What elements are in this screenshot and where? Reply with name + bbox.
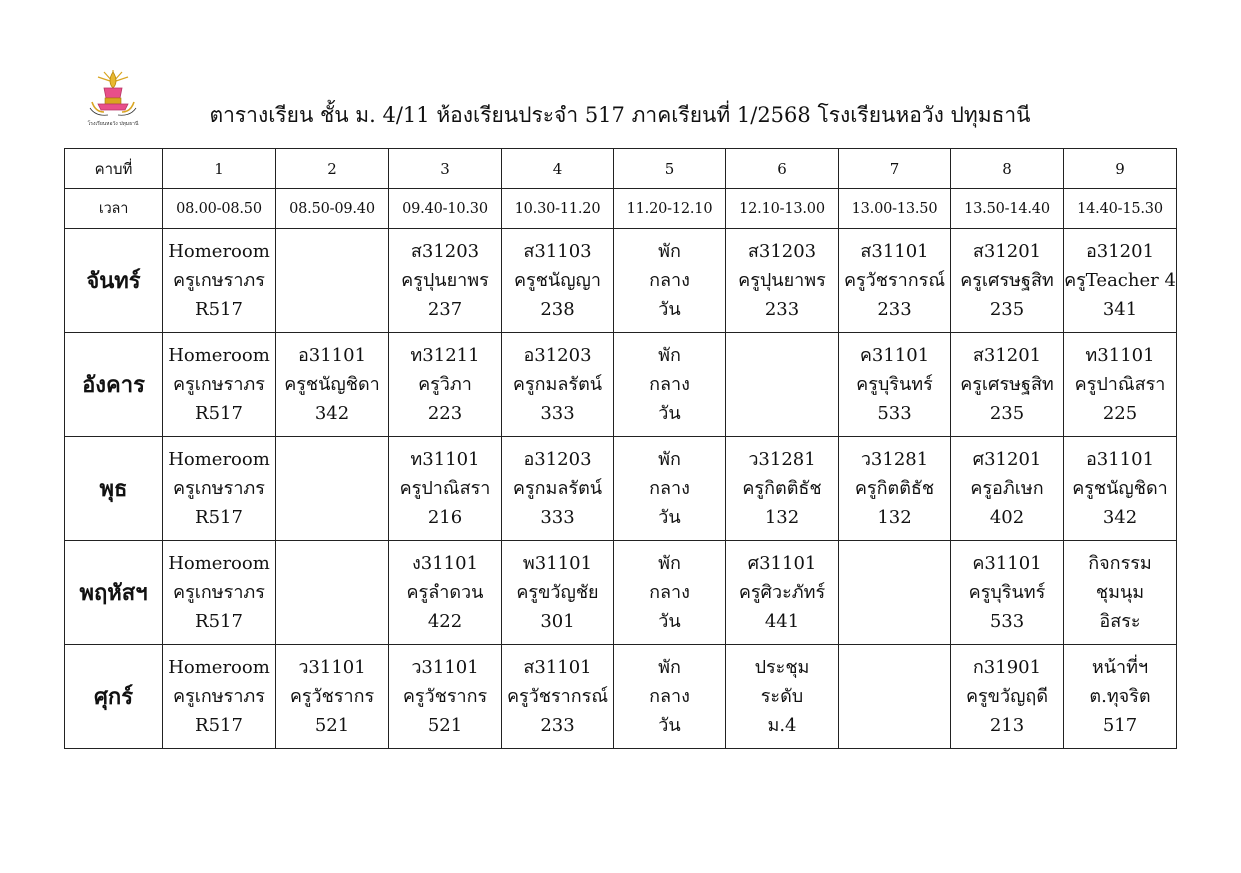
day-label: พฤหัสฯ: [65, 541, 163, 645]
period-time: 12.10-13.00: [726, 189, 839, 229]
schedule-cell: [502, 229, 614, 333]
schedule-cell: [839, 229, 951, 333]
period-number: 2: [276, 149, 389, 189]
period-time: 13.00-13.50: [839, 189, 951, 229]
room-number: R517: [195, 611, 243, 632]
subject-code: ก31901: [972, 657, 1042, 678]
teacher-name: ครูอภิเษก: [970, 478, 1044, 499]
room-number: วัน: [658, 507, 681, 528]
subject-code: ท31101: [1085, 345, 1155, 366]
teacher-name: กลาง: [649, 582, 690, 603]
schedule-cell: [726, 229, 839, 333]
subject-code: กิจกรรม: [1088, 553, 1152, 574]
subject-code: พัก: [658, 449, 681, 470]
subject-code: ส31201: [972, 241, 1042, 262]
subject-code: ท31101: [410, 449, 480, 470]
subject-code: ค31101: [972, 553, 1042, 574]
subject-code: พัก: [658, 345, 681, 366]
day-row: [65, 229, 1177, 333]
teacher-name: ครูวัชรากรณ์: [843, 270, 946, 291]
schedule-cell: [1064, 229, 1177, 333]
room-number: 132: [764, 507, 800, 528]
time-label: เวลา: [65, 189, 163, 229]
subject-code: ว31281: [748, 449, 816, 470]
day-row: [65, 541, 1177, 645]
teacher-name: กลาง: [649, 478, 690, 499]
room-number: 213: [989, 715, 1025, 736]
room-number: R517: [195, 715, 243, 736]
period-time: 08.00-08.50: [163, 189, 276, 229]
room-number: 517: [1102, 715, 1138, 736]
day-label: อังคาร: [65, 333, 163, 437]
room-number: 341: [1102, 299, 1138, 320]
day-label: ศุกร์: [65, 645, 163, 749]
room-number: 235: [989, 299, 1025, 320]
schedule-cell: [726, 437, 839, 541]
room-number: 235: [989, 403, 1025, 424]
schedule-cell: [839, 437, 951, 541]
room-number: 132: [877, 507, 912, 528]
schedule-cell: [163, 229, 276, 333]
period-number: 9: [1064, 149, 1177, 189]
schedule-cell: [276, 645, 389, 749]
schedule-cell: [614, 541, 726, 645]
period-number: 7: [839, 149, 951, 189]
subject-code: ส31101: [860, 241, 929, 262]
teacher-name: กลาง: [649, 686, 690, 707]
room-number: 342: [1102, 507, 1138, 528]
time-header-row: [65, 189, 1177, 229]
period-number: 1: [163, 149, 276, 189]
subject-code: อ31203: [523, 345, 592, 366]
teacher-name: ครูปาณิสรา: [1074, 374, 1166, 395]
room-number: 223: [427, 403, 463, 424]
teacher-name: ครูปาณิสรา: [399, 478, 491, 499]
day-row: [65, 437, 1177, 541]
subject-code: ส31201: [972, 345, 1042, 366]
teacher-name: ครูขวัญชัย: [516, 582, 599, 603]
schedule-cell: [951, 437, 1064, 541]
schedule-cell: [839, 645, 951, 749]
teacher-name: ครูเศรษฐสิท: [960, 270, 1054, 291]
teacher-name: ครูเกษราภร: [173, 686, 265, 707]
day-row: [65, 333, 1177, 437]
teacher-name: ครูกมลรัตน์: [512, 478, 603, 499]
page-title: ตารางเรียน ชั้น ม. 4/11 ห้องเรียนประจำ 517 ภาคเรียนที่ 1/2568 โรงเรียนหอวัง ปทุมธานี: [209, 103, 1031, 127]
teacher-name: ครูชนัญญา: [513, 270, 601, 291]
period-number: 8: [951, 149, 1064, 189]
subject-code: ศ31201: [972, 449, 1042, 470]
room-number: 225: [1102, 403, 1138, 424]
schedule-cell: [614, 645, 726, 749]
subject-code: พัก: [658, 657, 681, 678]
teacher-name: ครูเกษราภร: [173, 270, 265, 291]
room-number: 333: [540, 403, 575, 424]
schedule-cell: [276, 333, 389, 437]
subject-code: ส31101: [523, 657, 592, 678]
subject-code: ส31203: [410, 241, 480, 262]
teacher-name: ครูวัชรากรณ์: [506, 686, 609, 707]
period-time: 09.40-10.30: [389, 189, 502, 229]
period-time: 13.50-14.40: [951, 189, 1064, 229]
subject-code: ท31211: [410, 345, 480, 366]
subject-code: อ31101: [297, 345, 367, 366]
teacher-name: ครูเกษราภร: [173, 374, 265, 395]
period-number: 5: [614, 149, 726, 189]
schedule-cell: [163, 333, 276, 437]
room-number: 402: [989, 507, 1025, 528]
room-number: วัน: [658, 299, 681, 320]
subject-code: ว31101: [411, 657, 479, 678]
teacher-name: ครูลำดวน: [406, 582, 484, 603]
period-time: 10.30-11.20: [502, 189, 614, 229]
schedule-cell: [1064, 437, 1177, 541]
period-number: 3: [389, 149, 502, 189]
subject-code: ศ31101: [747, 553, 817, 574]
teacher-name: กลาง: [649, 270, 690, 291]
schedule-cell: [276, 541, 389, 645]
schedule-cell: [389, 229, 502, 333]
teacher-name: ครูปุนยาพร: [401, 270, 489, 291]
room-number: R517: [195, 507, 243, 528]
teacher-name: กลาง: [649, 374, 690, 395]
schedule-cell: [614, 437, 726, 541]
room-number: วัน: [658, 611, 681, 632]
period-header-row: [65, 149, 1177, 189]
subject-code: พัก: [658, 553, 681, 574]
subject-code: พ31101: [522, 553, 593, 574]
subject-code: Homeroom: [168, 449, 270, 470]
school-emblem-icon: [80, 68, 146, 124]
subject-code: Homeroom: [168, 345, 270, 366]
teacher-name: ครูศิวะภัทร์: [738, 582, 826, 603]
schedule-cell: [1064, 333, 1177, 437]
room-number: 521: [314, 715, 350, 736]
schedule-cell: [389, 541, 502, 645]
subject-code: ประชุม: [754, 657, 810, 678]
teacher-name: ครูเกษราภร: [173, 582, 265, 603]
day-label: จันทร์: [65, 229, 163, 333]
schedule-cell: [1064, 645, 1177, 749]
teacher-name: ระดับ: [760, 686, 804, 707]
room-number: 441: [764, 611, 800, 632]
schedule-cell: [951, 333, 1064, 437]
room-number: 233: [764, 299, 800, 320]
teacher-name: ครูกมลรัตน์: [512, 374, 603, 395]
room-number: 233: [877, 299, 912, 320]
teacher-name: ครูบุรินทร์: [856, 374, 933, 395]
day-row: [65, 645, 1177, 749]
subject-code: อ31203: [523, 449, 592, 470]
schedule-cell: [502, 437, 614, 541]
teacher-name: ชุมนุม: [1095, 582, 1145, 603]
schedule-cell: [389, 333, 502, 437]
teacher-name: ครูชนัญชิดา: [1072, 478, 1168, 499]
room-number: 301: [540, 611, 575, 632]
period-number: 6: [726, 149, 839, 189]
subject-code: ส31103: [523, 241, 592, 262]
subject-code: ค31101: [859, 345, 930, 366]
schedule-cell: [839, 333, 951, 437]
room-number: 342: [314, 403, 350, 424]
teacher-name: ครูวัชรากร: [289, 686, 375, 707]
subject-code: หน้าที่ฯ: [1091, 657, 1149, 678]
room-number: 237: [427, 299, 463, 320]
schedule-cell: [614, 333, 726, 437]
subject-code: Homeroom: [168, 553, 270, 574]
schedule-cell: [502, 333, 614, 437]
room-number: 238: [540, 299, 575, 320]
room-number: 533: [877, 403, 912, 424]
schedule-cell: [951, 645, 1064, 749]
schedule-cell: [839, 541, 951, 645]
teacher-name: ครูวัชรากร: [402, 686, 488, 707]
room-number: อิสระ: [1099, 611, 1141, 632]
teacher-name: ต.ทุจริต: [1089, 686, 1151, 707]
teacher-name: ครูปุนยาพร: [738, 270, 826, 291]
subject-code: อ31101: [1085, 449, 1155, 470]
schedule-cell: [389, 437, 502, 541]
teacher-name: ครูชนัญชิดา: [284, 374, 380, 395]
schedule-cell: [389, 645, 502, 749]
room-number: 233: [540, 715, 575, 736]
teacher-name: ครูTeacher 4: [1064, 270, 1176, 291]
schedule-cell: [163, 645, 276, 749]
schedule-cell: [726, 333, 839, 437]
subject-code: พัก: [658, 241, 681, 262]
room-number: R517: [195, 403, 243, 424]
teacher-name: ครูวิภา: [418, 374, 472, 395]
room-number: ม.4: [767, 715, 797, 736]
schedule-cell: [1064, 541, 1177, 645]
subject-code: ว31101: [298, 657, 366, 678]
room-number: 521: [427, 715, 463, 736]
day-label: พุธ: [65, 437, 163, 541]
schedule-cell: [163, 541, 276, 645]
schedule-cell: [276, 229, 389, 333]
teacher-name: ครูขวัญฤดี: [965, 686, 1049, 707]
timetable: [64, 148, 1177, 749]
room-number: 333: [540, 507, 575, 528]
subject-code: อ31201: [1085, 241, 1155, 262]
subject-code: ง31101: [411, 553, 479, 574]
room-number: 422: [427, 611, 463, 632]
teacher-name: ครูบุรินทร์: [968, 582, 1046, 603]
room-number: R517: [195, 299, 243, 320]
teacher-name: ครูเกษราภร: [173, 478, 265, 499]
room-number: 216: [427, 507, 463, 528]
schedule-cell: [502, 645, 614, 749]
schedule-cell: [726, 645, 839, 749]
schedule-cell: [163, 437, 276, 541]
room-number: วัน: [658, 715, 681, 736]
room-number: 533: [989, 611, 1025, 632]
subject-code: Homeroom: [168, 657, 270, 678]
school-logo: [80, 68, 146, 128]
schedule-cell: [726, 541, 839, 645]
schedule-cell: [951, 229, 1064, 333]
period-number: 4: [502, 149, 614, 189]
subject-code: ส31203: [747, 241, 817, 262]
schedule-cell: [951, 541, 1064, 645]
logo-text: โรงเรียนหอวัง ปทุมธานี: [87, 121, 139, 127]
period-time: 08.50-09.40: [276, 189, 389, 229]
teacher-name: ครูกิตติธัช: [854, 478, 935, 499]
teacher-name: ครูกิตติธัช: [742, 478, 822, 499]
room-number: วัน: [658, 403, 681, 424]
period-label: คาบที่: [65, 149, 163, 189]
teacher-name: ครูเศรษฐสิท: [960, 374, 1054, 395]
subject-code: ว31281: [860, 449, 929, 470]
period-time: 14.40-15.30: [1064, 189, 1177, 229]
schedule-cell: [614, 229, 726, 333]
period-time: 11.20-12.10: [614, 189, 726, 229]
schedule-cell: [502, 541, 614, 645]
schedule-cell: [276, 437, 389, 541]
subject-code: Homeroom: [168, 241, 270, 262]
